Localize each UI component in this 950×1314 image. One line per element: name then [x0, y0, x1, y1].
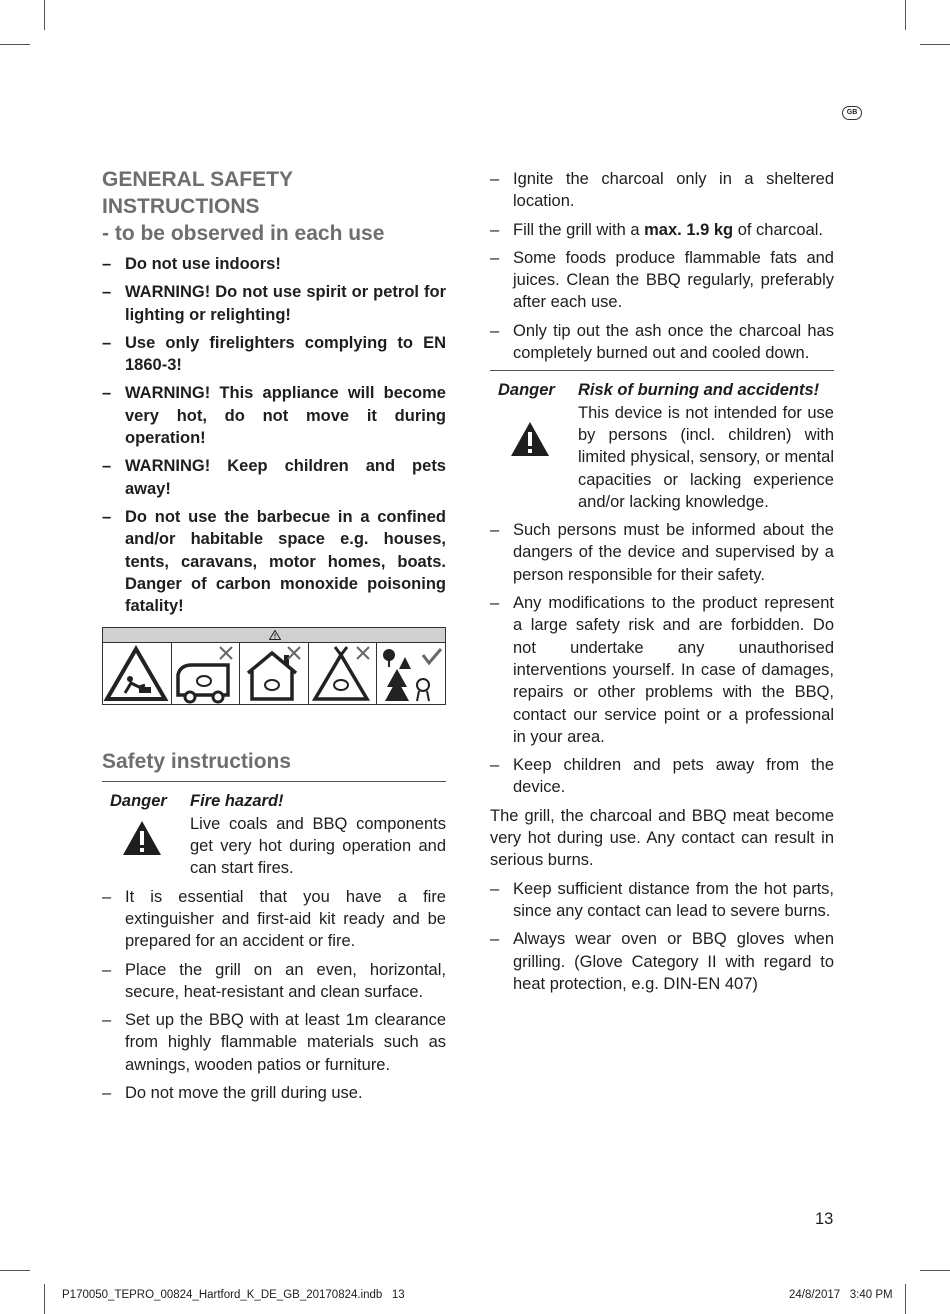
list-item: – Keep sufficient distance from the hot parts, since any contact can lead to severe burns. — [490, 878, 834, 923]
list-item: – Do not use indoors! — [102, 253, 446, 275]
list-item: – WARNING! Keep children and pets away! — [102, 455, 446, 500]
safety-instructions-title: Safety instructions — [102, 750, 292, 774]
warning-exclamation-icon — [510, 421, 550, 457]
crop-mark — [44, 0, 45, 30]
danger-title: Fire hazard! — [190, 792, 284, 811]
danger-title: Risk of burning and accidents! — [578, 381, 820, 400]
no-caravan-icon — [172, 643, 241, 705]
list-item: – WARNING! This appliance will become very hot, do not move it during operation! — [102, 382, 446, 449]
pictogram-header-bar — [103, 628, 445, 643]
crop-mark — [44, 1284, 45, 1314]
danger-fire-hazard — [102, 790, 446, 879]
list-item: – Some foods produce flammable fats and juices. Clean the BBQ regularly, preferably after each use. — [490, 247, 834, 314]
burn-list — [490, 878, 834, 995]
charcoal-list — [490, 168, 834, 364]
list-item: – Keep children and pets away from the device. — [490, 754, 834, 799]
list-item: – Ignite the charcoal only in a sheltered location. — [490, 168, 834, 213]
list-item: – Do not move the grill during use. — [102, 1082, 446, 1104]
small-warning-icon — [269, 630, 281, 640]
pictogram-strip — [102, 627, 446, 705]
right-column — [490, 168, 834, 1001]
list-item: – Set up the BBQ with at least 1m clearance from highly flammable materials such as awnings, wooden patios or furniture. — [102, 1009, 446, 1076]
divider — [102, 781, 446, 782]
burn-paragraph: The grill, the charcoal and BBQ meat become very hot during use. Any contact can result in serious burns. — [490, 806, 834, 870]
list-item: – Place the grill on an even, horizontal, secure, heat-resistant and clean surface. — [102, 959, 446, 1004]
crop-mark — [0, 1270, 30, 1271]
divider — [490, 370, 834, 371]
fill-text-before: Fill the grill with a — [513, 220, 645, 239]
safety-list — [102, 886, 446, 1105]
danger-text: This device is not intended for use by persons (incl. children) with limited physical, sensory, or mental capacities or lacking experience and/or lacking knowledge. — [578, 403, 834, 511]
list-item: – Always wear oven or BBQ gloves when grilling. (Glove Category II with regard to heat protection, e.g. DIN-EN 407) — [490, 928, 834, 995]
crop-mark — [905, 1284, 906, 1314]
footer-timestamp: 24/8/2017 3:40 PM — [789, 1289, 893, 1301]
list-item: – Any modifications to the product represent a large safety risk and are forbidden. Do not undertake any unauthorised interventions yourself. In case of damages, repairs or other problems with the BBQ, contact our service point or a professional in your area. — [490, 592, 834, 748]
crop-mark — [0, 44, 30, 45]
fill-text-bold: max. 1.9 kg — [644, 220, 734, 239]
danger-text: Live coals and BBQ components get very hot during operation and can start fires. — [190, 814, 446, 878]
fill-text-after: of charcoal. — [733, 220, 823, 239]
list-item: – Do not use the barbecue in a confined and/or habitable space e.g. houses, tents, caravans, motor homes, boats. Danger of carbon monoxide poisoning fatality! — [102, 506, 446, 617]
warning-exclamation-icon — [122, 820, 162, 856]
danger-label: Danger — [498, 381, 555, 400]
list-item: – Such persons must be informed about the dangers of the device and supervised by a person responsible for their safety. — [490, 519, 834, 586]
list-item: – Use only firelighters complying to EN 1860-3! — [102, 332, 446, 377]
list-item: – It is essential that you have a fire extinguisher and first-aid kit ready and be prepared for an accident or fire. — [102, 886, 446, 953]
crop-mark — [920, 44, 950, 45]
warning-triangle-icon — [103, 643, 172, 705]
list-item: – Only tip out the ash once the charcoal has completely burned out and cooled down. — [490, 320, 834, 365]
footer-file-info: P170050_TEPRO_00824_Hartford_K_DE_GB_20170824.indb 13 — [62, 1289, 405, 1301]
danger-burning — [490, 379, 834, 513]
list-item: – WARNING! Do not use spirit or petrol for lighting or relighting! — [102, 281, 446, 326]
persons-list — [490, 519, 834, 799]
page-number: 13 — [815, 1210, 834, 1228]
general-safety-subtitle: - to be observed in each use — [102, 222, 385, 245]
general-safety-title: GENERAL SAFETY INSTRUCTIONS — [102, 168, 293, 218]
general-safety-list — [102, 253, 446, 617]
no-house-icon — [240, 643, 309, 705]
crop-mark — [920, 1270, 950, 1271]
left-column — [102, 166, 446, 1110]
outdoor-ok-icon — [377, 643, 445, 705]
no-tent-icon — [309, 643, 378, 705]
list-item-fill — [490, 219, 834, 241]
crop-mark — [905, 0, 906, 30]
language-badge: GB — [842, 106, 862, 120]
danger-label: Danger — [110, 792, 167, 811]
